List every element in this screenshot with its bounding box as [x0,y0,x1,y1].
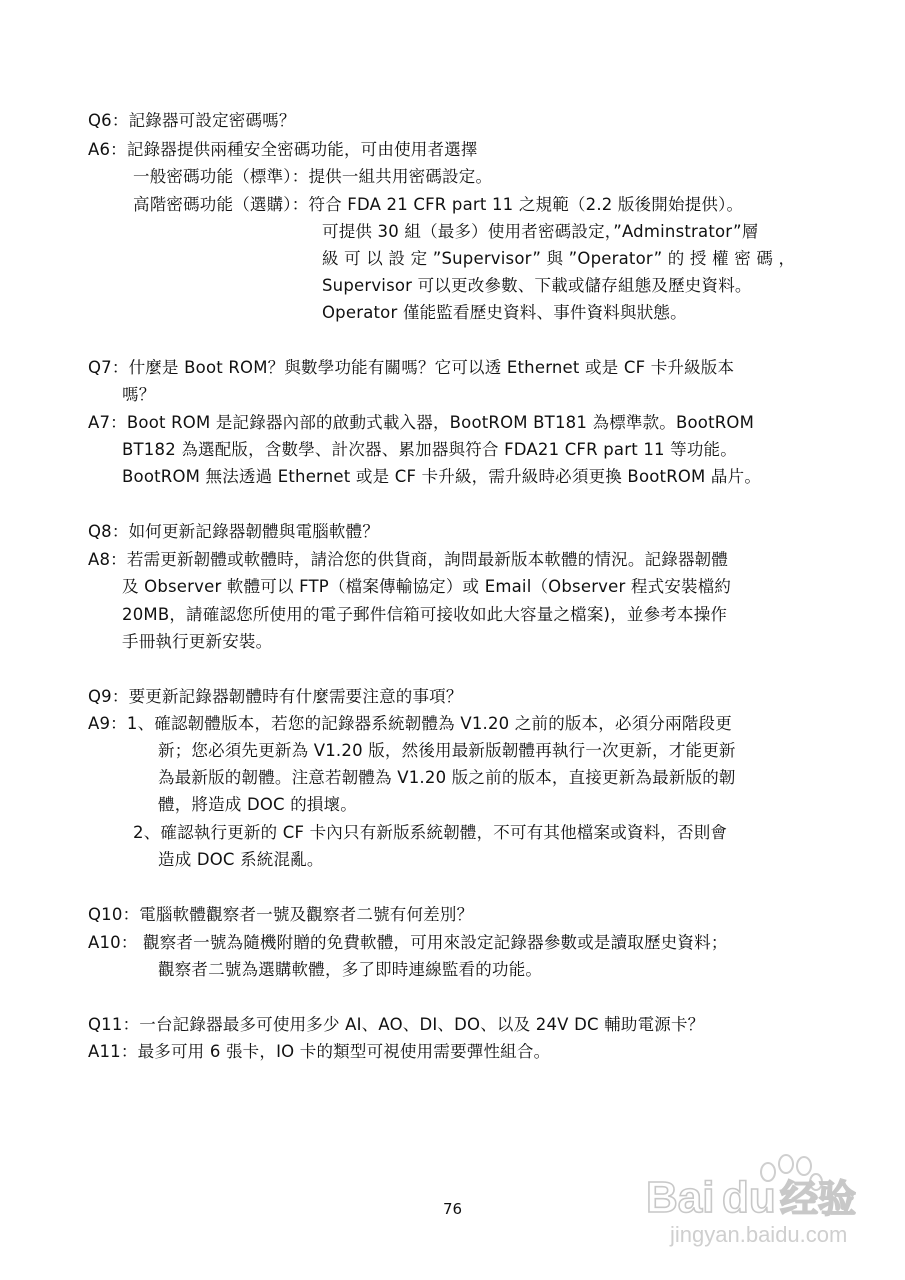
q9-answer-item1: A9：1、確認韌體版本，若您的記錄器系統韌體為 V1.20 之前的版本，必須分兩階段更 [88,714,732,733]
q8-answer-line: 20MB，請確認您所使用的電子郵件信箱可接收如此大容量之檔案)，並參考本操作 [122,605,728,624]
q6-answer: A6：記錄器提供兩種安全密碼功能，可由使用者選擇 [88,140,478,159]
q9-item1-line: 為最新版的韌體。注意若韌體為 V1.20 版之前的版本，直接更新為最新版的韌 [158,768,736,787]
q9-item1-line: 體，將造成 DOC 的損壞。 [158,795,358,814]
q10-answer: A10： 觀察者一號為隨機附贈的免費軟體，可用來設定記錄器參數或是讀取歷史資料； [88,933,728,952]
baidu-jingyan-watermark [640,1140,880,1255]
q7-answer-line: BT182 為選配版，含數學、計次器、累加器與符合 FDA21 CFR part 11 等功能。 [122,440,737,459]
q6-advanced-password: 高階密碼功能（選購）：符合 FDA 21 CFR part 11 之規範（2.2 版後開始提供）。 [133,195,744,214]
q7-answer: A7：Boot ROM 是記錄器內部的啟動式載入器，BootROM BT181 為標準款。BootROM [88,413,755,432]
page-number: 76 [442,1200,463,1218]
q9-item2-line: 造成 DOC 系統混亂。 [158,850,324,869]
q9-item1-line: 新；您必須先更新為 V1.20 版，然後用最新版韌體再執行一次更新，才能更新 [158,741,736,760]
q11-question: Q11：一台記錄器最多可使用多少 AI、AO、DI、DO、以及 24V DC 輔助電源卡？ [88,1015,705,1034]
q6-detail-line: Supervisor 可以更改參數、下載或儲存組態及歷史資料。 [322,276,752,295]
q11-answer: A11：最多可用 6 張卡，IO 卡的類型可視使用需要彈性組合。 [88,1042,551,1061]
q6-detail-line: 級 可 以 設 定 ”Supervisor” 與 ”Operator” 的 授 權 密 碼 ， [322,249,796,268]
q8-answer-line: 手冊執行更新安裝。 [122,632,273,651]
q7-answer-line: BootROM 無法透過 Ethernet 或是 CF 卡升級，需升級時必須更換 BootROM 晶片。 [122,467,762,486]
watermark-url: jingyan.baidu.com [670,1222,848,1247]
q9-question: Q9：要更新記錄器韌體時有什麼需要注意的事項？ [88,687,463,706]
watermark-brand-right: 经验 [780,1177,857,1221]
q7-question-cont: 嗎？ [122,385,156,404]
q8-answer-line: 及 Observer 軟體可以 FTP（檔案傳輸協定）或 Email（Observer 程式安裝檔約 [122,577,732,596]
q6-question: Q6：記錄器可設定密碼嗎？ [88,111,296,130]
q8-question: Q8：如何更新記錄器韌體與電腦軟體？ [88,522,380,541]
watermark-brand-left: Bai [646,1173,715,1222]
q6-detail-line: Operator 僅能監看歷史資料、事件資料與狀態。 [322,303,687,322]
q6-standard-password: 一般密碼功能（標準）：提供一組共用密碼設定。 [133,167,493,186]
q10-question: Q10：電腦軟體觀察者一號及觀察者二號有何差別？ [88,905,474,924]
q6-detail-line: 可提供 30 組（最多）使用者密碼設定，”Adminstrator”層 [322,222,759,241]
q9-answer-item2: 2、確認執行更新的 CF 卡內只有新版系統韌體，不可有其他檔案或資料，否則會 [133,823,728,842]
watermark-paw-du: du [722,1173,776,1222]
q7-question: Q7：什麼是 Boot ROM？與數學功能有關嗎？它可以透 Ethernet 或是 CF 卡升級版本 [88,358,735,377]
q10-answer-line: 觀察者二號為選購軟體，多了即時連線監看的功能。 [158,960,543,979]
q8-answer: A8：若需更新韌體或軟體時，請洽您的供貨商，詢問最新版本軟體的情況。記錄器韌體 [88,550,729,569]
